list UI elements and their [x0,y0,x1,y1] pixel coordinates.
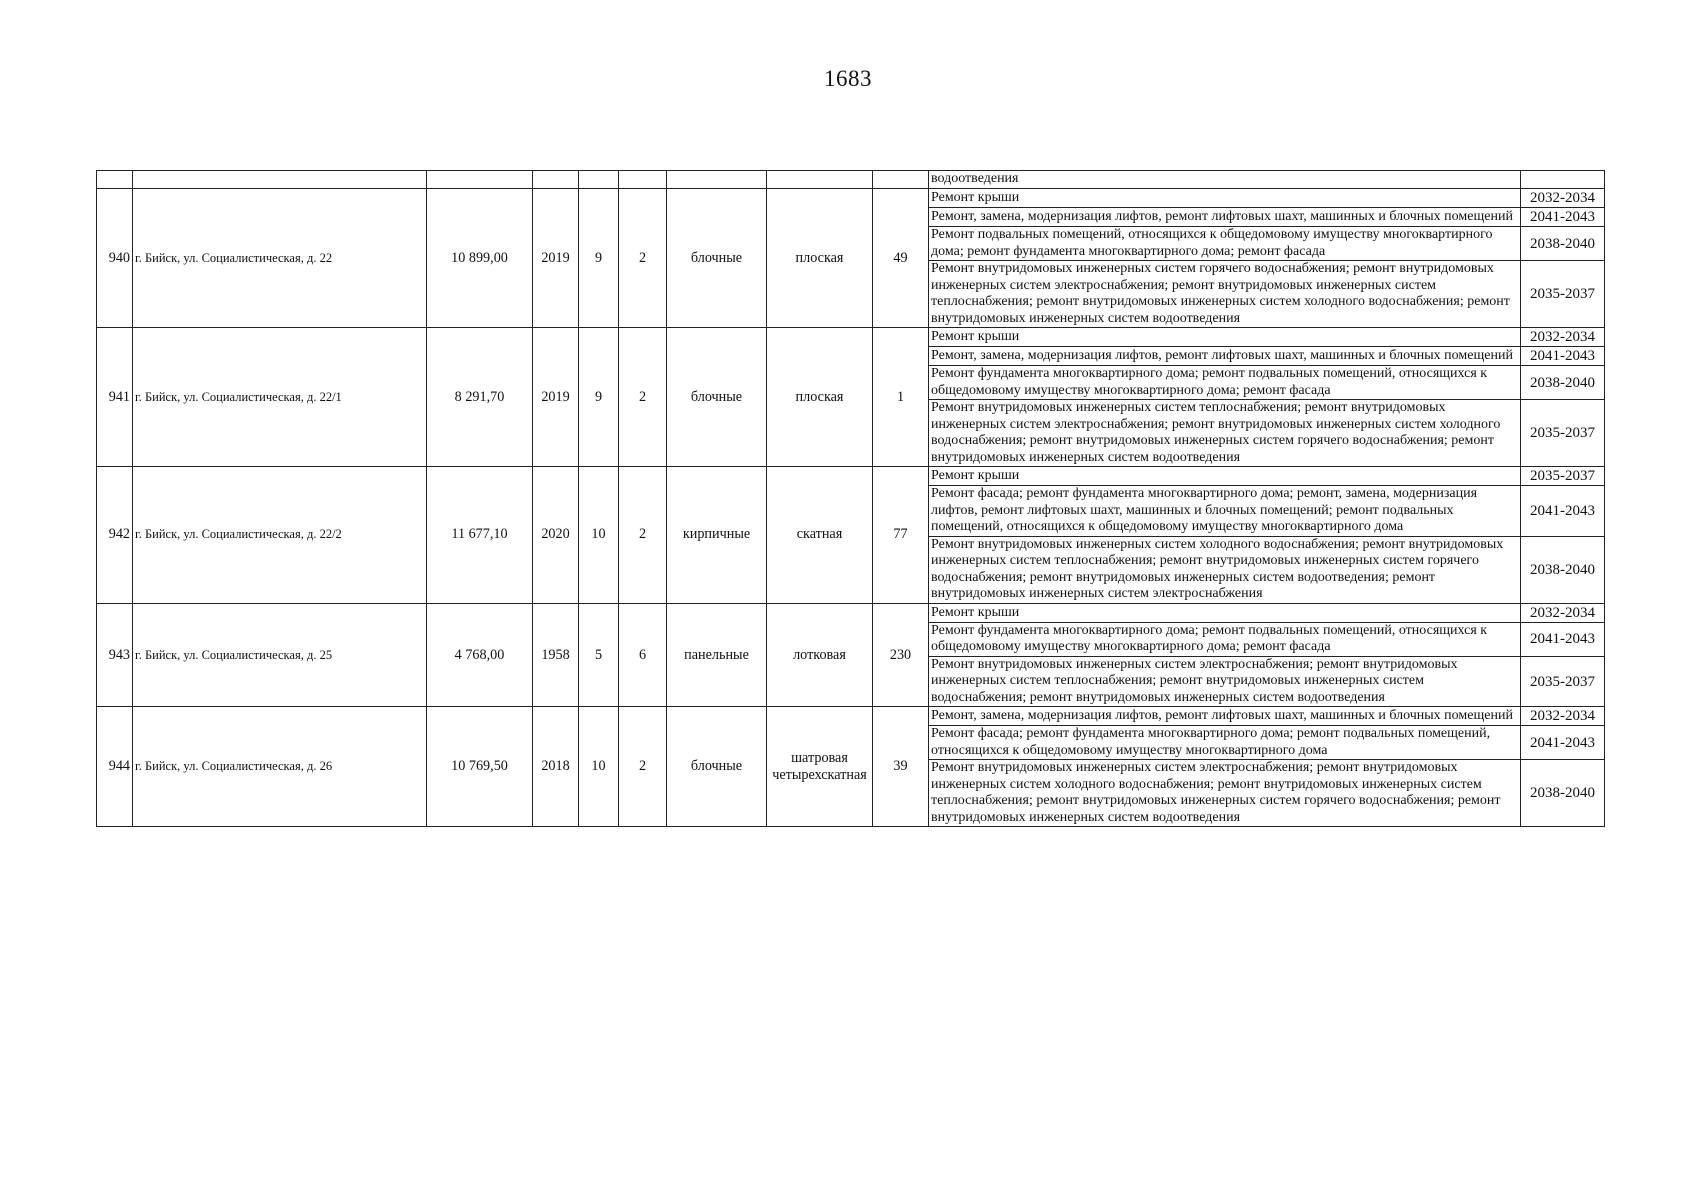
roof-cell: плоская [767,189,873,328]
work-description-cell: Ремонт крыши [929,189,1521,208]
area-cell [427,171,533,189]
work-cell: водоотведения [929,171,1521,189]
walls-cell: блочные [667,328,767,467]
row-number-cell: 944 [97,707,133,827]
address-cell [133,171,427,189]
work-description-cell: Ремонт внутридомовых инженерных систем холодного водоснабжения; ремонт внутридомовых инженерных систем теплоснабжения; ремонт внутридомовых инженерных систем горячего водоснабжения; ремонт внутридомовых инженерных систем водоотведения; ремонт внутридомовых инженерных систем электроснабжения [929,536,1521,603]
year-cell [533,171,579,189]
entrances-cell: 2 [619,189,667,328]
work-description-cell: Ремонт внутридомовых инженерных систем электроснабжения; ремонт внутридомовых инженерных систем теплоснабжения; ремонт внутридомовых инженерных систем водоснабжения; ремонт внутридомовых инженерных систем водоотведения [929,656,1521,707]
building-row [97,707,1605,726]
work-description-cell: Ремонт фасада; ремонт фундамента многоквартирного дома; ремонт подвальных помещений, относящихся к общедомовому имуществу многоквартирного дома [929,726,1521,760]
roof-cell: шатровая четырехскатная [767,707,873,827]
floors-cell: 5 [579,603,619,707]
work-description-cell: Ремонт, замена, модернизация лифтов, ремонт лифтовых шахт, машинных и блочных помещений [929,707,1521,726]
percent-cell: 1 [873,328,929,467]
walls-cell: панельные [667,603,767,707]
page-number: 1683 [824,66,872,91]
work-period-cell: 2041-2043 [1521,726,1605,760]
row-number-cell: 940 [97,189,133,328]
work-period-cell: 2041-2043 [1521,208,1605,227]
work-description-cell: Ремонт, замена, модернизация лифтов, ремонт лифтовых шахт, машинных и блочных помещений [929,208,1521,227]
work-period-cell: 2032-2034 [1521,603,1605,622]
floors-cell: 10 [579,467,619,604]
percent-cell: 230 [873,603,929,707]
floors-cell: 10 [579,707,619,827]
year-cell: 1958 [533,603,579,707]
area-cell: 4 768,00 [427,603,533,707]
work-period-cell: 2035-2037 [1521,261,1605,328]
work-period-cell: 2032-2034 [1521,189,1605,208]
roof-cell [767,171,873,189]
roof-cell: плоская [767,328,873,467]
work-period-cell: 2038-2040 [1521,227,1605,261]
row-number-cell: 941 [97,328,133,467]
work-description-cell: Ремонт внутридомовых инженерных систем электроснабжения; ремонт внутридомовых инженерных систем холодного водоснабжения; ремонт внутридомовых инженерных систем теплоснабжения; ремонт внутридомовых инженерных систем горячего водоснабжения; ремонт внутридомовых инженерных систем водоотведения [929,760,1521,827]
row-number-cell: 942 [97,467,133,604]
roof-cell: скатная [767,467,873,604]
walls-cell: кирпичные [667,467,767,604]
period-cell [1521,171,1605,189]
floors-cell [579,171,619,189]
floors-cell: 9 [579,189,619,328]
floors-cell: 9 [579,328,619,467]
work-period-cell: 2035-2037 [1521,467,1605,486]
entrances-cell: 2 [619,467,667,604]
work-description-cell: Ремонт внутридомовых инженерных систем горячего водоснабжения; ремонт внутридомовых инженерных систем электроснабжения; ремонт внутридомовых инженерных систем теплоснабжения; ремонт внутридомовых инженерных систем холодного водоснабжения; ремонт внутридомовых инженерных систем водоотведения [929,261,1521,328]
work-description-cell: Ремонт фундамента многоквартирного дома; ремонт подвальных помещений, относящихся к общедомовому имуществу многоквартирного дома; ремонт фасада [929,366,1521,400]
entrances-cell: 6 [619,603,667,707]
work-description-cell: Ремонт крыши [929,603,1521,622]
walls-cell: блочные [667,189,767,328]
percent-cell [873,171,929,189]
work-period-cell: 2035-2037 [1521,656,1605,707]
work-period-cell: 2041-2043 [1521,347,1605,366]
roof-cell: лотковая [767,603,873,707]
work-period-cell: 2041-2043 [1521,486,1605,537]
year-cell: 2018 [533,707,579,827]
work-description-cell: Ремонт подвальных помещений, относящихся к общедомовому имуществу многоквартирного дома; ремонт фундамента многоквартирного дома; ремонт фасада [929,227,1521,261]
building-row [97,467,1605,486]
year-cell: 2019 [533,189,579,328]
area-cell: 11 677,10 [427,467,533,604]
address-cell: г. Бийск, ул. Социалистическая, д. 22/2 [133,467,427,604]
work-period-cell: 2041-2043 [1521,622,1605,656]
work-description-cell: Ремонт внутридомовых инженерных систем теплоснабжения; ремонт внутридомовых инженерных систем электроснабжения; ремонт внутридомовых инженерных систем холодного водоснабжения; ремонт внутридомовых инженерных систем горячего водоснабжения; ремонт внутридомовых инженерных систем водоотведения [929,400,1521,467]
row-number-cell: 943 [97,603,133,707]
year-cell: 2020 [533,467,579,604]
address-cell: г. Бийск, ул. Социалистическая, д. 26 [133,707,427,827]
area-cell: 10 899,00 [427,189,533,328]
entrances-cell: 2 [619,328,667,467]
work-period-cell: 2038-2040 [1521,366,1605,400]
work-description-cell: Ремонт крыши [929,467,1521,486]
building-row [97,328,1605,347]
work-description-cell: Ремонт фасада; ремонт фундамента многоквартирного дома; ремонт, замена, модернизация лифтов, ремонт лифтовых шахт, машинных и блочных помещений; ремонт подвальных помещений, относящихся к общедомовому имуществу многоквартирного дома [929,486,1521,537]
work-period-cell: 2035-2037 [1521,400,1605,467]
building-row [97,189,1605,208]
address-cell: г. Бийск, ул. Социалистическая, д. 22/1 [133,328,427,467]
area-cell: 10 769,50 [427,707,533,827]
work-period-cell: 2038-2040 [1521,536,1605,603]
work-description-cell: Ремонт, замена, модернизация лифтов, ремонт лифтовых шахт, машинных и блочных помещений [929,347,1521,366]
entrances-cell [619,171,667,189]
walls-cell [667,171,767,189]
address-cell: г. Бийск, ул. Социалистическая, д. 25 [133,603,427,707]
num-cell [97,171,133,189]
year-cell: 2019 [533,328,579,467]
work-period-cell: 2032-2034 [1521,707,1605,726]
area-cell: 8 291,70 [427,328,533,467]
entrances-cell: 2 [619,707,667,827]
percent-cell: 77 [873,467,929,604]
building-row [97,603,1605,622]
percent-cell: 39 [873,707,929,827]
work-period-cell: 2032-2034 [1521,328,1605,347]
address-cell: г. Бийск, ул. Социалистическая, д. 22 [133,189,427,328]
percent-cell: 49 [873,189,929,328]
walls-cell: блочные [667,707,767,827]
work-description-cell: Ремонт крыши [929,328,1521,347]
work-description-cell: Ремонт фундамента многоквартирного дома; ремонт подвальных помещений, относящихся к общедомовому имуществу многоквартирного дома; ремонт фасада [929,622,1521,656]
work-period-cell: 2038-2040 [1521,760,1605,827]
capital-repair-table [96,170,1605,827]
continuation-row [97,171,1605,189]
